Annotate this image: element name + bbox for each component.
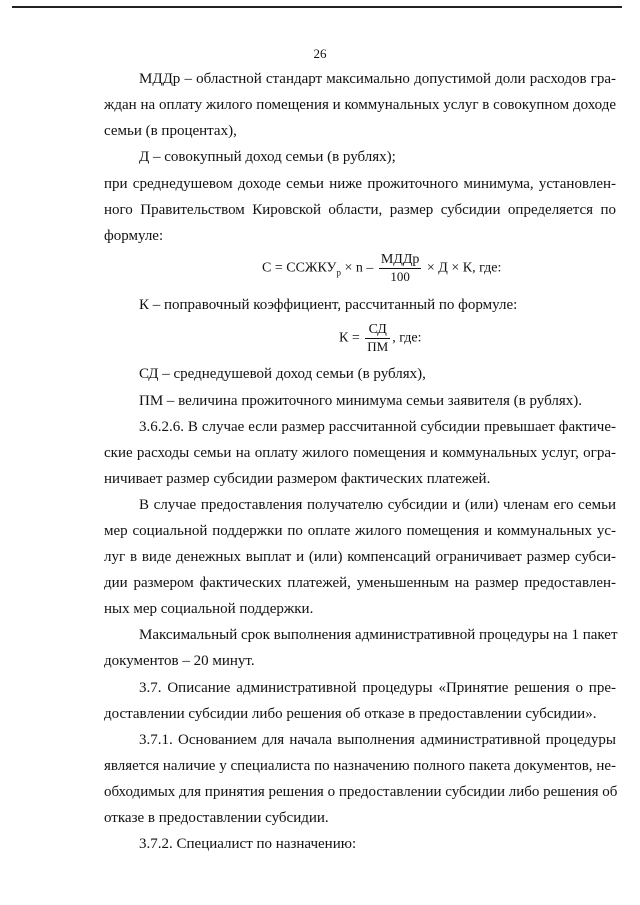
formula-subscript: р	[336, 267, 341, 278]
formula-mid: × n –	[340, 260, 377, 276]
text-line: ных мер социальной поддержки.	[104, 601, 314, 617]
text-line: Д – совокупный доход семьи (в рублях);	[139, 149, 396, 165]
text-line: является наличие у специалиста по назначению полного пакета документов, не-	[104, 758, 616, 774]
text-line: отказе в предоставлении субсидии.	[104, 810, 329, 826]
fraction-numerator: МДДр	[380, 252, 420, 267]
text-line: при среднедушевом доходе семьи ниже прожиточного минимума, установлен-	[104, 176, 616, 192]
formula-fraction	[379, 252, 422, 285]
text-line: обходимых для принятия решения о предоставлении субсидии либо решения об	[104, 784, 618, 800]
text-line: ного Правительством Кировской области, размер субсидии определяется по	[104, 202, 616, 218]
text-line: 3.7. Описание административной процедуры «Принятие решения о пре-	[139, 680, 616, 696]
page-number: 26	[313, 46, 327, 61]
formula-fraction	[365, 322, 390, 355]
text-line: ские расходы семьи на оплату жилого помещения и коммунальных услуг, огра-	[104, 445, 616, 461]
fraction-numerator: СД	[365, 322, 390, 339]
text-line: 3.7.1. Основанием для начала выполнения административной процедуры	[139, 732, 616, 748]
text-line: формуле:	[104, 228, 164, 244]
text-line: семьи (в процентах),	[104, 123, 237, 139]
text-line: МДДр – областной стандарт максимально допустимой доли расходов гра-	[139, 71, 616, 87]
text-line: ждан на оплату жилого помещения и коммунальных услуг в совокупном доходе	[104, 97, 616, 113]
text-line: 3.7.2. Специалист по назначению:	[139, 836, 357, 852]
text-line: ничивает размер субсидии размером фактических платежей.	[104, 471, 491, 487]
formula-lhs: С = ССЖКУ	[262, 260, 337, 276]
top-rule	[12, 6, 622, 8]
formula-subsidy	[262, 252, 501, 285]
text-line: документов – 20 минут.	[104, 653, 255, 669]
text-line: СД – среднедушевой доход семьи (в рублях),	[139, 366, 426, 382]
formula-coefficient	[339, 322, 421, 355]
formula-rhs: , где:	[392, 330, 422, 346]
formula-lhs: К =	[339, 330, 364, 346]
text-line: Максимальный срок выполнения административной процедуры на 1 пакет	[139, 627, 618, 643]
fraction-denominator: ПМ	[367, 339, 389, 354]
text-line: ПМ – величина прожиточного минимума семьи заявителя (в рублях).	[139, 393, 582, 409]
text-line: мер социальной поддержки по оплате жилого помещения и коммунальных ус-	[104, 523, 616, 539]
text-line: В случае предоставления получателю субсидии и (или) членам его семьи	[139, 497, 616, 513]
fraction-denominator: 100	[390, 269, 410, 284]
text-line: доставлении субсидии либо решения об отказе в предоставлении субсидии».	[104, 706, 597, 722]
formula-rhs: × Д × К, где:	[423, 260, 502, 276]
text-line: дии размером фактических платежей, уменьшенным на размер предоставлен-	[104, 575, 616, 591]
text-line: 3.6.2.6. В случае если размер рассчитанной субсидии превышает фактиче-	[139, 419, 616, 435]
text-line: луг в виде денежных выплат и (или) компенсаций ограничивает размер субси-	[104, 549, 616, 565]
text-line: К – поправочный коэффициент, рассчитанный по формуле:	[139, 297, 518, 313]
